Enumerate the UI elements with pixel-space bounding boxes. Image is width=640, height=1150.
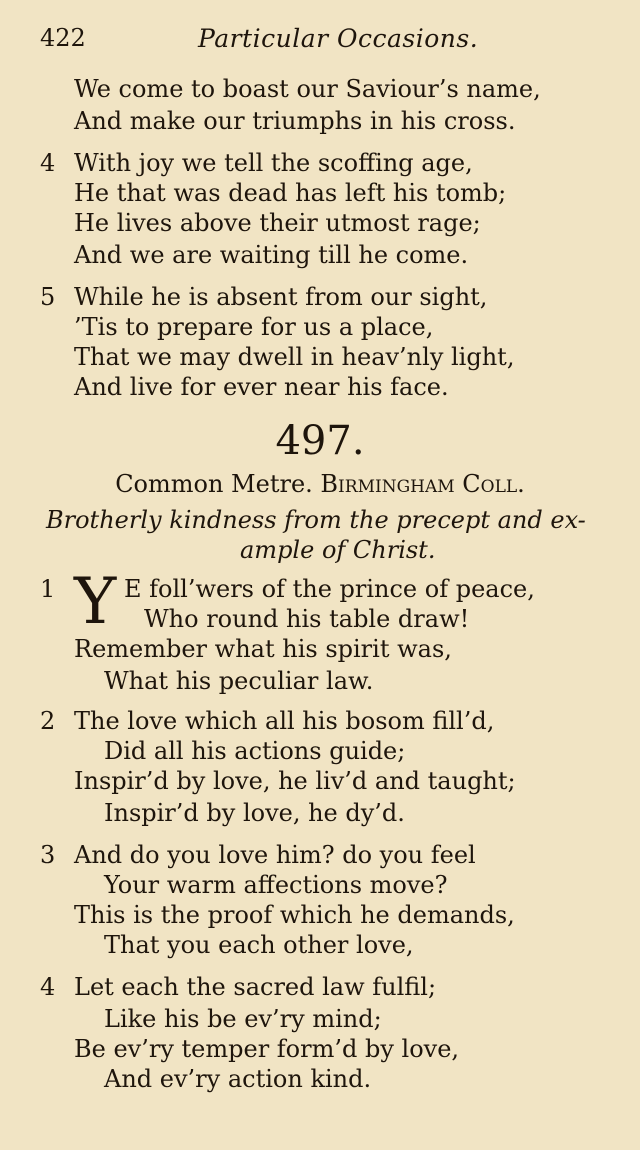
page-header [40,20,600,60]
verse-line: Like his be ev’ry mind; [104,1005,382,1033]
verse-line: And live for ever near his face. [74,373,449,401]
verse-line: Let each the sacred law fulfil; [74,973,437,1001]
verse-number: 5 [40,283,56,311]
page-number: 422 [40,24,86,52]
verse-line: Who round his table draw! [144,605,470,633]
verse-line: E foll’wers of the prince of peace, [124,575,535,603]
verse-line: That we may dwell in heav’nly light, [74,343,515,371]
verse-line: And make our triumphs in his cross. [74,107,516,135]
verse-number: 4 [40,973,56,1001]
verse-line: And ev’ry action kind. [104,1065,372,1093]
hymn-metre-line [0,470,640,498]
verse-line: And we are waiting till he come. [74,241,469,269]
hymn-subject: Brotherly kindness from the precept and ex- [46,506,586,534]
drop-cap: Y [74,565,117,639]
verse-line: With joy we tell the scoffing age, [74,149,473,177]
verse-number: 1 [40,575,56,603]
verse-number: 4 [40,149,56,177]
verse-line: Did all his actions guide; [104,737,406,765]
verse-number: 3 [40,841,56,869]
running-title: Particular Occasions. [198,24,479,53]
verse-line: What his peculiar law. [104,667,374,695]
hymn-number: 497. [275,418,365,464]
hymn-source: Birmingham Coll. [320,470,525,498]
verse-line: Remember what his spirit was, [74,635,452,663]
verse-line: The love which all his bosom fill’d, [74,707,495,735]
verse-line: Your warm affections move? [104,871,448,899]
verse-line: Inspir’d by love, he dy’d. [104,799,405,827]
verse-line: And do you love him? do you feel [74,841,476,869]
verse-line: We come to boast our Saviour’s name, [74,75,541,103]
verse-line: Be ev’ry temper form’d by love, [74,1035,460,1063]
verse-line: He lives above their utmost rage; [74,209,481,237]
verse-line: This is the proof which he demands, [74,901,515,929]
hymn-metre: Common Metre. [115,470,313,498]
verse-line: Inspir’d by love, he liv’d and taught; [74,767,516,795]
verse-number: 2 [40,707,56,735]
verse-line: While he is absent from our sight, [74,283,488,311]
verse-line: That you each other love, [104,931,414,959]
verse-line: He that was dead has left his tomb; [74,179,507,207]
hymn-subject: ample of Christ. [240,536,436,564]
verse-line: ’Tis to prepare for us a place, [74,313,434,341]
